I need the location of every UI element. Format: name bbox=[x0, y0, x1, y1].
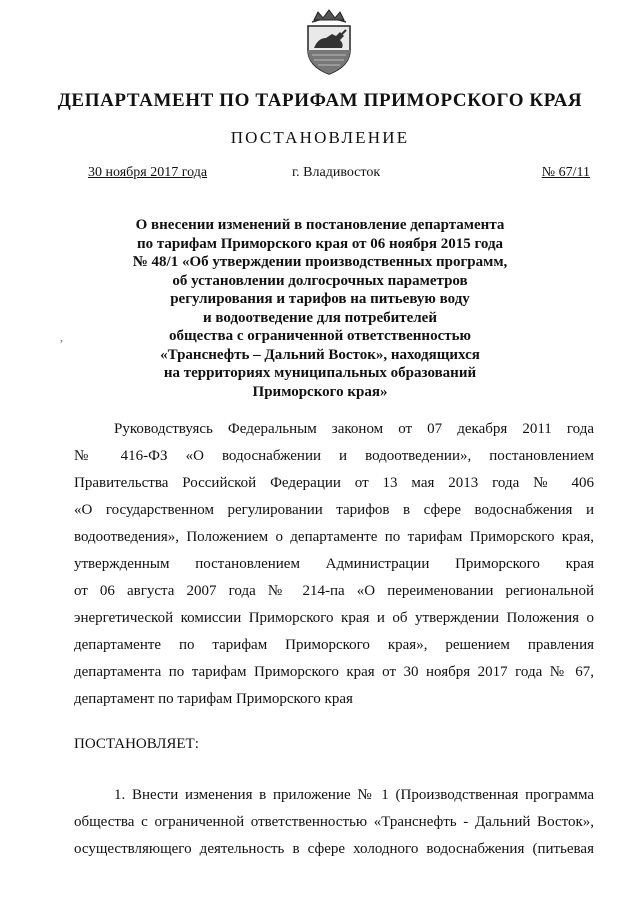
subject-line: «Транснефть – Дальний Восток», находящихся bbox=[160, 346, 480, 363]
subject-line: и водоотведение для потребителей bbox=[203, 309, 437, 326]
document-date: 30 ноября 2017 года bbox=[88, 165, 208, 180]
preamble-line: утвержденным постановлением Администрации Приморского края bbox=[74, 556, 594, 572]
subject-line: об установлении долгосрочных параметров bbox=[172, 272, 468, 289]
preamble-line: энергетической комиссии Приморского края и об утверждении Положения о bbox=[74, 610, 594, 626]
coat-of-arms-icon bbox=[298, 8, 360, 78]
preamble-line: № 416-ФЗ «О водоснабжении и водоотведении», постановлением bbox=[74, 448, 594, 464]
document-type: ПОСТАНОВЛЕНИЕ bbox=[230, 128, 410, 147]
preamble-line: Правительства Российской Федерации от 13 мая 2013 года № 406 bbox=[74, 475, 594, 491]
preamble-line: «О государственном регулировании тарифов в сфере водоснабжения и bbox=[74, 502, 594, 518]
preamble-paragraph bbox=[74, 416, 594, 713]
subject-line: регулирования и тарифов на питьевую воду bbox=[170, 291, 470, 307]
item1-line: общества с ограниченной ответственностью «Транснефть - Дальний Восток», bbox=[74, 814, 594, 830]
subject-line: Приморского края» bbox=[252, 383, 388, 400]
preamble-line: Руководствуясь Федеральным законом от 07 декабря 2011 года bbox=[114, 421, 594, 437]
department-name: ДЕПАРТАМЕНТ ПО ТАРИФАМ ПРИМОРСКОГО КРАЯ bbox=[57, 90, 583, 111]
item1-line: 1. Внести изменения в приложение № 1 (Производственная программа bbox=[114, 787, 594, 803]
subject-line: № 48/1 «Об утверждении производственных программ, bbox=[132, 254, 508, 270]
document-city: г. Владивосток bbox=[292, 165, 381, 180]
preamble-line: от 06 августа 2007 года № 214-па «О переименовании региональной bbox=[74, 583, 594, 599]
margin-mark: , bbox=[60, 330, 63, 344]
preamble-line: департаменте по тарифам Приморского края», решением правления bbox=[74, 637, 594, 653]
preamble-line: департамент по тарифам Приморского края bbox=[74, 691, 353, 707]
subject-line: по тарифам Приморского края от 06 ноября 2015 года bbox=[136, 235, 504, 252]
preamble-line: водоотведения», Положением о департаменте по тарифам Приморского края, bbox=[74, 529, 594, 545]
item1-line: осуществляющего деятельность в сфере холодного водоснабжения (питьевая bbox=[74, 841, 594, 857]
document-subject bbox=[60, 216, 580, 401]
subject-line: общества с ограниченной ответственностью bbox=[169, 328, 471, 344]
subject-line: на территориях муниципальных образований bbox=[163, 365, 477, 381]
preamble-line: департамента по тарифам Приморского края от 30 ноября 2017 года № 67, bbox=[74, 664, 594, 680]
document-number: № 67/11 bbox=[541, 165, 590, 180]
item1-paragraph bbox=[74, 782, 594, 863]
resolve-heading: ПОСТАНОВЛЯЕТ: bbox=[74, 736, 199, 752]
subject-line: О внесении изменений в постановление департамента bbox=[135, 217, 505, 233]
